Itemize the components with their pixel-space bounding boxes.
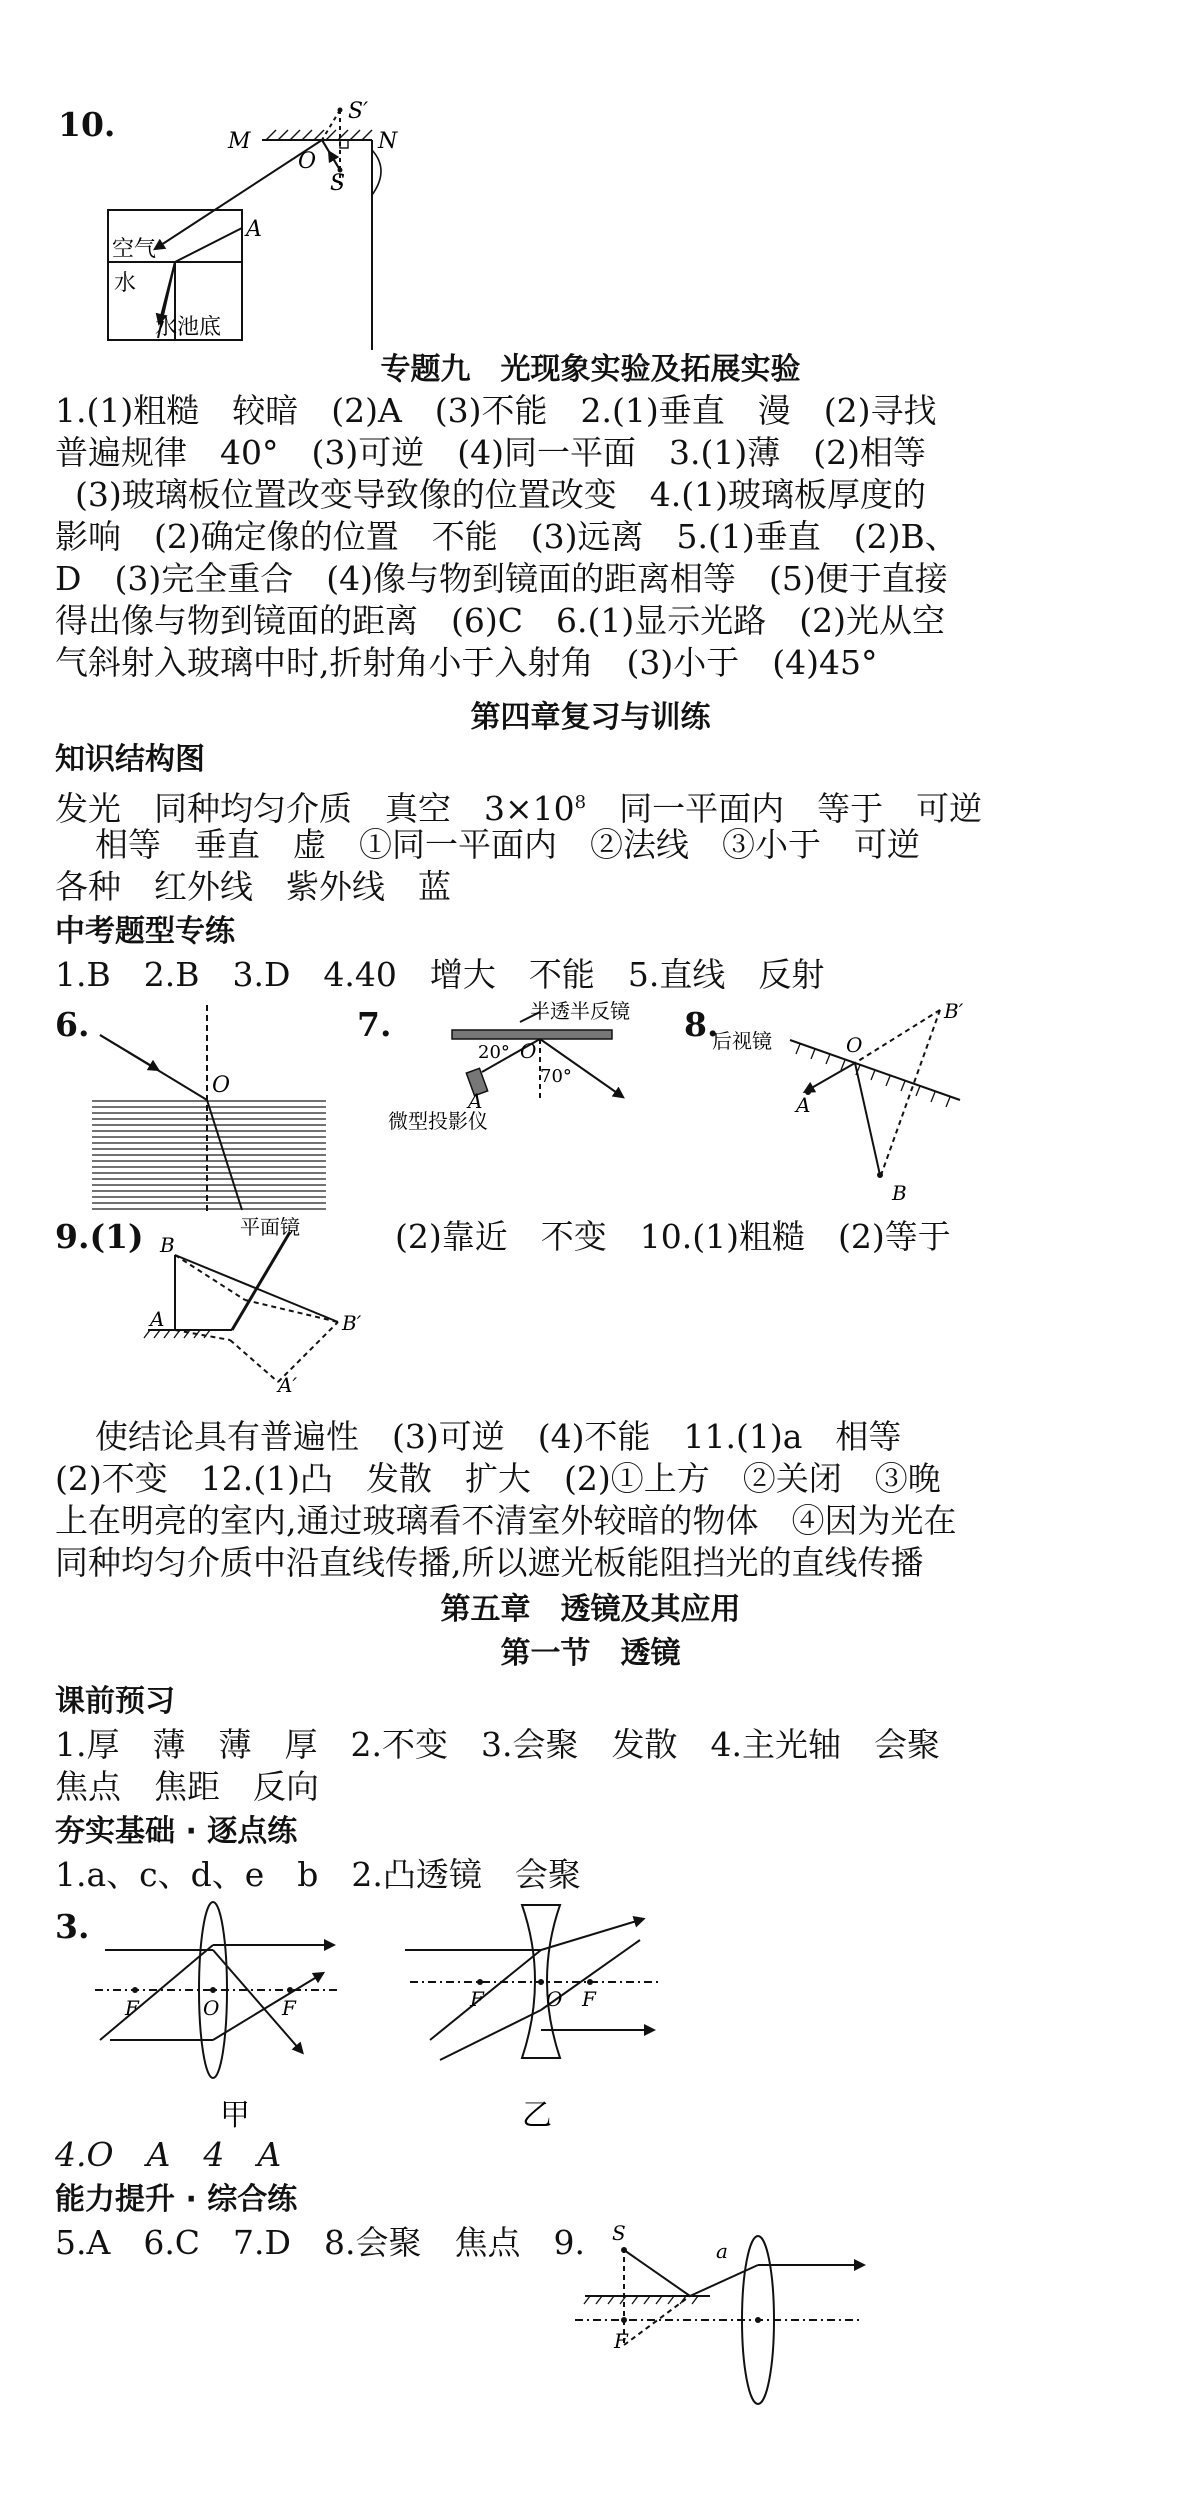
q10-number: 10. — [58, 105, 116, 144]
q7-mirror-label: 半透半反镜 — [530, 999, 630, 1023]
knowledge-line-1: 发光 同种均匀介质 真空 $3\times 10^8$ 同一平面内 等于 可逆 — [55, 789, 983, 828]
label-water: 水 — [114, 271, 137, 296]
label-air: 空气 — [112, 237, 157, 262]
label-O: O — [298, 149, 317, 174]
q7-angle-20: 20° — [478, 1042, 510, 1063]
q9-label-A-prime: A′ — [278, 1373, 297, 1397]
q7-number: 7. — [357, 1005, 392, 1044]
label-S-prime: S′ — [348, 99, 369, 124]
q3-caption-right: 乙 — [522, 2098, 552, 2133]
topic9-line-3: (3)玻璃板位置改变导致像的位置改变 4.(1)玻璃板厚度的 — [75, 475, 926, 514]
q7-label-A: A — [468, 1089, 483, 1113]
knowledge-heading: 知识结构图 — [55, 742, 205, 777]
q9-rest: (2)靠近 不变 10.(1)粗糙 (2)等于 — [395, 1217, 951, 1256]
q9-label-B: B — [160, 1233, 175, 1257]
ch4-tail-3: 上在明亮的室内,通过玻璃看不清室外较暗的物体 ④因为光在 — [55, 1501, 957, 1540]
q7-projector-label: 微型投影仪 — [388, 1109, 488, 1133]
q9-mirror-label: 平面镜 — [240, 1215, 300, 1239]
basic-heading: 夯实基础 · 逐点练 — [55, 1814, 298, 1849]
ability-line: 5.A 6.C 7.D 8.会聚 焦点 9. — [55, 2223, 585, 2262]
q9-lens-label-a: a — [716, 2239, 728, 2263]
q3-left-F1: F — [125, 1996, 139, 2020]
exam-heading: 中考题型专练 — [55, 914, 235, 949]
q8-number: 8. — [684, 1005, 719, 1044]
q3-right-O: O — [546, 1987, 563, 2011]
q9-number: 9.(1) — [55, 1217, 144, 1256]
q8-label-A: A — [796, 1093, 811, 1117]
q3-right-F1: F — [470, 1987, 484, 2011]
ch4-tail-1: 使结论具有普遍性 (3)可逆 (4)不能 11.(1)a 相等 — [95, 1417, 902, 1456]
q4-line: 4.O A 4 A — [55, 2135, 282, 2174]
knowledge-line-3: 各种 红外线 紫外线 蓝 — [55, 867, 451, 906]
ch5-title: 第五章 透镜及其应用 — [440, 1592, 741, 1627]
preview-heading: 课前预习 — [55, 1684, 175, 1719]
q3-left-O: O — [203, 1996, 220, 2020]
label-A: A — [246, 217, 262, 242]
q3-number: 3. — [55, 1907, 90, 1946]
topic9-line-1: 1.(1)粗糙 较暗 (2)A (3)不能 2.(1)垂直 漫 (2)寻找 — [55, 391, 937, 430]
q9-lens-label-S: S — [612, 2221, 626, 2245]
ch4-tail-4: 同种均匀介质中沿直线传播,所以遮光板能阻挡光的直线传播 — [55, 1543, 924, 1582]
q6-label-O: O — [212, 1073, 231, 1098]
q9-lens-label-F: F — [614, 2329, 628, 2353]
q9-label-A: A — [150, 1307, 165, 1331]
q8-label-B: B — [892, 1181, 907, 1205]
ability-heading: 能力提升 · 综合练 — [55, 2182, 298, 2217]
label-pool-bottom: 水池底 — [155, 315, 222, 340]
ch4-title: 第四章复习与训练 — [470, 700, 711, 735]
q9-label-B-prime: B′ — [342, 1311, 362, 1335]
label-S: S — [330, 171, 346, 196]
topic9-line-7: 气斜射入玻璃中时,折射角小于入射角 (3)小于 (4)45° — [55, 643, 878, 682]
q7-label-O: O — [520, 1039, 537, 1063]
exam-line: 1.B 2.B 3.D 4.40 增大 不能 5.直线 反射 — [55, 955, 825, 994]
topic9-title: 专题九 光现象实验及拓展实验 — [380, 352, 801, 387]
q3-caption-left: 甲 — [220, 2098, 250, 2133]
q6-number: 6. — [55, 1005, 90, 1044]
topic9-line-5: D (3)完全重合 (4)像与物到镜面的距离相等 (5)便于直接 — [55, 559, 948, 598]
basic-line: 1.a、c、d、e b 2.凸透镜 会聚 — [55, 1855, 581, 1894]
q3-left-F2: F — [282, 1996, 296, 2020]
q7-angle-70: 70° — [540, 1066, 572, 1087]
topic9-line-6: 得出像与物到镜面的距离 (6)C 6.(1)显示光路 (2)光从空 — [55, 601, 945, 640]
topic9-line-4: 影响 (2)确定像的位置 不能 (3)远离 5.(1)垂直 (2)B、 — [55, 517, 958, 556]
ch4-tail-2: (2)不变 12.(1)凸 发散 扩大 (2)①上方 ②关闭 ③晚 — [55, 1459, 941, 1498]
q8-mirror-label: 后视镜 — [712, 1029, 772, 1053]
q8-label-O: O — [846, 1033, 863, 1057]
label-N: N — [378, 129, 398, 154]
topic9-line-2: 普遍规律 40° (3)可逆 (4)同一平面 3.(1)薄 (2)相等 — [55, 433, 926, 472]
preview-line-2: 焦点 焦距 反向 — [55, 1767, 319, 1806]
q8-label-B-prime: B′ — [944, 999, 964, 1023]
label-M: M — [228, 129, 251, 154]
preview-line-1: 1.厚 薄 薄 厚 2.不变 3.会聚 发散 4.主光轴 会聚 — [55, 1725, 940, 1764]
knowledge-line-2: 相等 垂直 虚 ①同一平面内 ②法线 ③小于 可逆 — [95, 825, 920, 864]
q3-right-F2: F — [582, 1987, 596, 2011]
ch5-section: 第一节 透镜 — [500, 1636, 681, 1671]
